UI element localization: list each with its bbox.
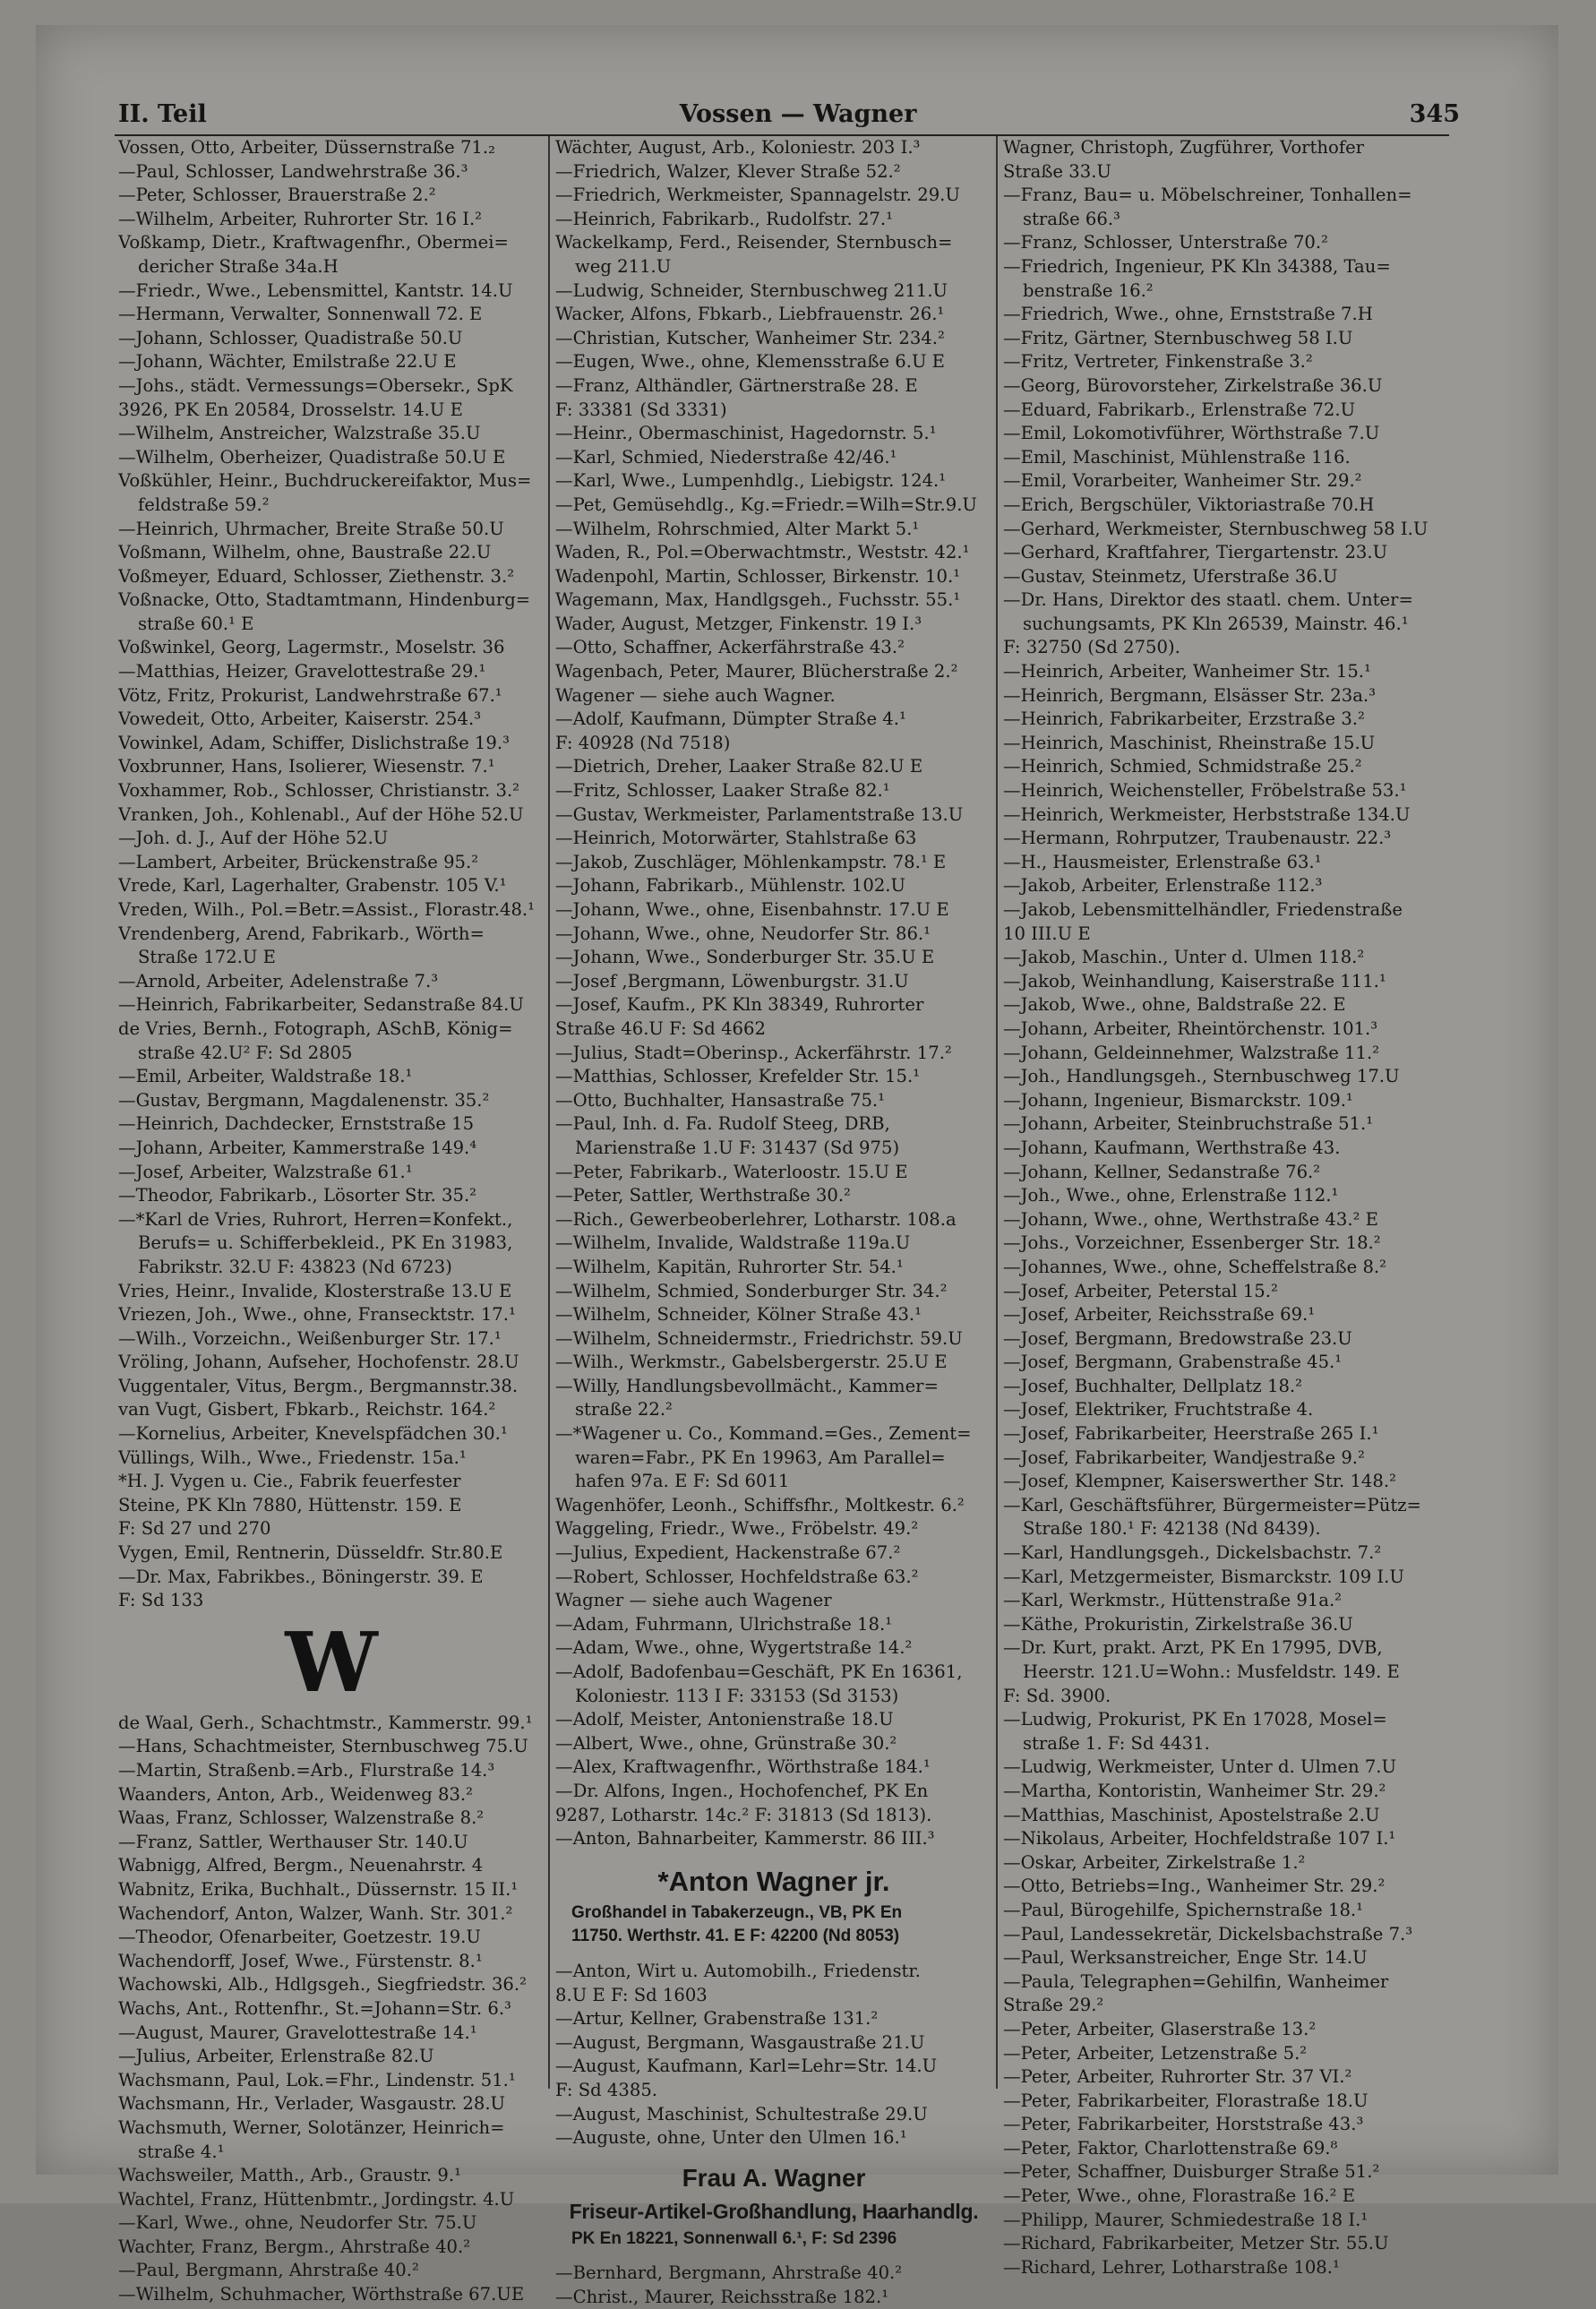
directory-entry-line: —Johann, Ingenieur, Bismarckstr. 109.¹: [1003, 1089, 1353, 1111]
directory-entry-line: —Wilhelm, Kapitän, Ruhrorter Str. 54.¹: [555, 1256, 904, 1277]
directory-entry-line: Vreden, Wilh., Pol.=Betr.=Assist., Florastr.48.¹: [118, 899, 536, 920]
directory-entry-line: —Georg, Bürovorsteher, Zirkelstraße 36.U: [1003, 374, 1383, 396]
directory-entry-line: Voxbrunner, Hans, Isolierer, Wiesenstr. 7.¹: [118, 756, 495, 777]
directory-entry-line: —Josef, Klempner, Kaiserswerther Str. 148.²: [1003, 1471, 1396, 1492]
directory-entry-line: —Johann, Kellner, Sedanstraße 76.²: [1003, 1161, 1321, 1182]
directory-entry-line: —Josef, Bergmann, Grabenstraße 45.¹: [1003, 1352, 1343, 1373]
directory-entry-line: Wachtel, Franz, Hüttenbmtr., Jordingstr. 4.U: [118, 2188, 515, 2210]
directory-entry-line: —Martin, Straßenb.=Arb., Flurstraße 14.³: [118, 1760, 495, 1781]
directory-entry-line: Fabrikstr. 32.U F: 43823 (Nd 6723): [138, 1256, 452, 1277]
directory-entry-line: Wachsweiler, Matth., Arb., Graustr. 9.¹: [118, 2165, 461, 2186]
directory-entry-line: —Eduard, Fabrikarb., Erlenstraße 72.U: [1003, 399, 1356, 420]
entry-list: [118, 136, 545, 1613]
directory-entry-line: —Theodor, Ofenarbeiter, Goetzestr. 19.U: [118, 1927, 481, 1948]
directory-entry-line: —Heinrich, Arbeiter, Wanheimer Str. 15.¹: [1003, 661, 1371, 682]
ad-company-name: Frau A. Wagner: [682, 2163, 866, 2192]
directory-entry-line: Wagenbach, Peter, Maurer, Blücherstraße 2.²: [555, 661, 958, 682]
directory-entry-line: Wachsmann, Hr., Verlader, Wasgaustr. 28.U: [118, 2093, 506, 2115]
directory-entry-line: —Johannes, Wwe., ohne, Scheffelstraße 8.²: [1003, 1256, 1387, 1277]
directory-entry-line: —Johann, Arbeiter, Kammerstraße 149.⁴: [118, 1137, 477, 1158]
directory-entry-line: Wachter, Franz, Bergm., Ahrstraße 40.²: [118, 2236, 471, 2257]
directory-entry-line: —Peter, Arbeiter, Ruhrorter Str. 37 VI.²: [1003, 2066, 1352, 2088]
directory-entry-line: —Paul, Landessekretär, Dickelsbachstraße 7.³: [1003, 1923, 1413, 1944]
directory-entry-line: Wabnigg, Alfred, Bergm., Neuenahrstr. 4: [118, 1855, 484, 1876]
directory-entry-line: Wacker, Alfons, Fbkarb., Liebfrauenstr. 26.¹: [555, 304, 945, 325]
directory-entry-line: —Adolf, Badofenbau=Geschäft, PK En 16361,: [555, 1661, 963, 1682]
directory-entry-line: Wagner — siehe auch Wagener: [555, 1590, 832, 1611]
ad-spacer: [555, 1851, 992, 1862]
directory-entry-line: —Lambert, Arbeiter, Brückenstraße 95.²: [118, 851, 479, 872]
directory-entry-line: Wachendorff, Josef, Wwe., Fürstenstr. 8.¹: [118, 1950, 483, 1971]
directory-entry-line: —Wilh., Werkmstr., Gabelsbergerstr. 25.U E: [555, 1352, 948, 1373]
directory-entry-line: —Emil, Vorarbeiter, Wanheimer Str. 29.²: [1003, 470, 1362, 492]
directory-entry-line: —Karl, Wwe., ohne, Neudorfer Str. 75.U: [118, 2212, 477, 2234]
directory-entry-line: Vröling, Johann, Aufseher, Hochofenstr. 28.U: [118, 1352, 519, 1373]
directory-entry-line: F: Sd. 3900.: [1003, 1685, 1111, 1706]
section-initial-letter: W: [285, 1613, 378, 1711]
entry-list: [555, 136, 992, 1851]
directory-entry-line: —Peter, Schlosser, Brauerstraße 2.²: [118, 185, 436, 206]
directory-entry-line: —Gerhard, Werkmeister, Sternbuschweg 58 I.U: [1003, 518, 1429, 539]
directory-entry-line: —Josef, Elektriker, Fruchtstraße 4.: [1003, 1399, 1314, 1421]
directory-entry-line: de Vries, Bernh., Fotograph, ASchB, König=: [118, 1017, 513, 1039]
directory-entry-line: F: 32750 (Sd 2750).: [1003, 637, 1180, 658]
directory-entry-line: —Martha, Kontoristin, Wanheimer Str. 29.²: [1003, 1780, 1386, 1801]
directory-entry-line: Wadenpohl, Martin, Schlosser, Birkenstr. 10.¹: [555, 565, 961, 587]
directory-entry-line: —Paul, Werksanstreicher, Enge Str. 14.U: [1003, 1947, 1368, 1969]
directory-entry-line: —Peter, Arbeiter, Letzenstraße 5.²: [1003, 2042, 1308, 2064]
directory-entry-line: —August, Maurer, Gravelottestraße 14.¹: [118, 2021, 477, 2043]
entry-list: [1003, 136, 1451, 2279]
directory-entry-line: —Heinrich, Bergmann, Elsässer Str. 23a.³: [1003, 684, 1376, 706]
directory-entry-line: F: Sd 27 und 270: [118, 1518, 271, 1540]
directory-entry-line: —Dr. Alfons, Ingen., Hochofenchef, PK En: [555, 1780, 929, 1801]
directory-entry-line: —Heinrich, Weichensteller, Fröbelstraße 53.¹: [1003, 780, 1407, 802]
directory-entry-line: —Heinrich, Maschinist, Rheinstraße 15.U: [1003, 732, 1376, 753]
directory-entry-line: —Joh., Wwe., ohne, Erlenstraße 112.¹: [1003, 1185, 1339, 1206]
page-range-title: Vossen — Wagner: [679, 100, 917, 128]
directory-column-1: [118, 136, 545, 2307]
directory-entry-line: Wagner, Christoph, Zugführer, Vorthofer: [1003, 137, 1365, 158]
directory-entry-line: Vowinkel, Adam, Schiffer, Dislichstraße 19.³: [118, 732, 510, 753]
directory-entry-line: —Jakob, Arbeiter, Erlenstraße 112.³: [1003, 875, 1323, 897]
directory-entry-line: —Johann, Wächter, Emilstraße 22.U E: [118, 351, 457, 373]
directory-entry-line: —Jakob, Maschin., Unter d. Ulmen 118.²: [1003, 947, 1365, 968]
directory-entry-line: straße 1. F: Sd 4431.: [1023, 1732, 1210, 1754]
directory-entry-line: —Rich., Gewerbeoberlehrer, Lotharstr. 108.a: [555, 1208, 957, 1230]
directory-entry-line: Vowedeit, Otto, Arbeiter, Kaiserstr. 254.³: [118, 708, 482, 730]
directory-entry-line: straße 22.²: [575, 1399, 673, 1421]
directory-entry-line: —Heinrich, Dachdecker, Ernststraße 15: [118, 1113, 475, 1135]
directory-entry-line: —*Karl de Vries, Ruhrort, Herren=Konfekt.,: [118, 1208, 513, 1230]
directory-entry-line: —Franz, Althändler, Gärtnerstraße 28. E: [555, 374, 918, 396]
directory-entry-line: Wachowski, Alb., Hdlgsgeh., Siegfriedstr. 36.²: [118, 1974, 527, 1996]
ad-spacer: [555, 2251, 992, 2262]
directory-entry-line: —Josef, Fabrikarbeiter, Wandjestraße 9.²: [1003, 1446, 1365, 1468]
directory-entry-line: —Johann, Geldeinnehmer, Walzstraße 11.²: [1003, 1042, 1380, 1063]
directory-entry-line: —Wilhelm, Schuhmacher, Wörthstraße 67.UE: [118, 2284, 525, 2305]
directory-entry-line: Wader, August, Metzger, Finkenstr. 19 I.³: [555, 613, 922, 634]
directory-entry-line: straße 66.³: [1023, 208, 1120, 229]
directory-entry-line: —Johann, Arbeiter, Rheintörchenstr. 101.³: [1003, 1017, 1378, 1039]
directory-entry-line: straße 4.¹: [138, 2141, 225, 2162]
directory-entry-line: —Wilh., Vorzeichn., Weißenburger Str. 17.¹: [118, 1327, 502, 1349]
directory-entry-line: —H., Hausmeister, Erlenstraße 63.¹: [1003, 851, 1322, 872]
directory-entry-line: —Christ., Maurer, Reichsstraße 182.¹: [555, 2286, 889, 2307]
directory-entry-line: —Paul, Inh. d. Fa. Rudolf Steeg, DRB,: [555, 1113, 890, 1135]
directory-entry-line: Voßmeyer, Eduard, Schlosser, Ziethenstr. 3.²: [118, 565, 515, 587]
directory-entry-line: —Karl, Handlungsgeh., Dickelsbachstr. 7.²: [1003, 1542, 1382, 1564]
directory-entry-line: —Gustav, Bergmann, Magdalenenstr. 35.²: [118, 1089, 490, 1111]
directory-entry-line: —Heinrich, Uhrmacher, Breite Straße 50.U: [118, 518, 504, 539]
directory-entry-line: Koloniestr. 113 I F: 33153 (Sd 3153): [575, 1685, 899, 1706]
directory-entry-line: Vüllings, Wilh., Wwe., Friedenstr. 15a.¹: [118, 1446, 467, 1468]
directory-entry-line: Wachs, Ant., Rottenfhr., St.=Johann=Str. 6.³: [118, 1997, 511, 2019]
ad-line: Großhandel in Tabakerzeugn., VB, PK En: [571, 1902, 903, 1922]
directory-entry-line: —Richard, Lehrer, Lotharstraße 108.¹: [1003, 2256, 1340, 2278]
ad-line: PK En 18221, Sonnenwall 6.¹, F: Sd 2396: [571, 2228, 897, 2248]
directory-entry-line: straße 42.U² F: Sd 2805: [138, 1042, 353, 1063]
directory-entry-line: Voßmann, Wilhelm, ohne, Baustraße 22.U: [118, 542, 492, 563]
section-label: II. Teil: [118, 100, 207, 128]
directory-entry-line: —Peter, Fabrikarbeiter, Florastraße 18.U: [1003, 2090, 1369, 2111]
directory-entry-line: —Käthe, Prokuristin, Zirkelstraße 36.U: [1003, 1613, 1353, 1635]
directory-entry-line: —Emil, Maschinist, Mühlenstraße 116.: [1003, 446, 1351, 468]
directory-entry-line: —Arnold, Arbeiter, Adelenstraße 7.³: [118, 970, 439, 991]
directory-entry-line: 8.U E F: Sd 1603: [555, 1984, 708, 2005]
directory-entry-line: —Friedrich, Wwe., ohne, Ernststraße 7.H: [1003, 304, 1373, 325]
directory-entry-line: —Otto, Buchhalter, Hansastraße 75.¹: [555, 1089, 886, 1111]
directory-entry-line: Wachsmann, Paul, Lok.=Fhr., Lindenstr. 51.¹: [118, 2069, 516, 2090]
directory-entry-line: —Josef, Arbeiter, Reichsstraße 69.¹: [1003, 1304, 1316, 1326]
directory-entry-line: —Gustav, Steinmetz, Uferstraße 36.U: [1003, 565, 1338, 587]
directory-entry-line: Straße 180.¹ F: 42138 (Nd 8439).: [1023, 1518, 1321, 1540]
directory-entry-line: Voßwinkel, Georg, Lagermstr., Moselstr. 36: [118, 637, 505, 658]
directory-entry-line: —Heinr., Obermaschinist, Hagedornstr. 5.¹: [555, 423, 937, 444]
directory-entry-line: —Auguste, ohne, Unter den Ulmen 16.¹: [555, 2127, 907, 2149]
directory-entry-line: Waden, R., Pol.=Oberwachtmstr., Weststr. 42.¹: [555, 542, 970, 563]
directory-entry-line: —Friedrich, Ingenieur, PK Kln 34388, Tau=: [1003, 255, 1391, 277]
directory-entry-line: —Jakob, Zuschläger, Möhlenkampstr. 78.¹ E: [555, 851, 947, 872]
ad-company-name: *Anton Wagner jr.: [657, 1865, 890, 1897]
directory-entry-line: —Wilhelm, Schneidermstr., Friedrichstr. 59.U: [555, 1327, 963, 1349]
directory-entry-line: Wagener — siehe auch Wagner.: [555, 684, 836, 706]
directory-entry-line: —Richard, Fabrikarbeiter, Metzer Str. 55.U: [1003, 2233, 1389, 2254]
directory-entry-line: Voßkühler, Heinr., Buchdruckereifaktor, Mus=: [118, 470, 532, 492]
directory-entry-line: —Oskar, Arbeiter, Zirkelstraße 1.²: [1003, 1851, 1306, 1873]
directory-entry-line: —Johann, Wwe., Sonderburger Str. 35.U E: [555, 947, 935, 968]
directory-entry-line: —Karl, Werkmstr., Hüttenstraße 91a.²: [1003, 1590, 1343, 1611]
directory-entry-line: —Paul, Bürogehilfe, Spichernstraße 18.¹: [1003, 1899, 1364, 1920]
directory-entry-line: —Karl, Wwe., Lumpenhdlg., Liebigstr. 124.¹: [555, 470, 947, 492]
ad-spacer: [555, 2150, 992, 2161]
directory-entry-line: —Johann, Wwe., ohne, Werthstraße 43.² E: [1003, 1208, 1378, 1230]
directory-entry-line: Vygen, Emil, Rentnerin, Düsseldfr. Str.80.E: [118, 1542, 503, 1564]
directory-entry-line: Voßnacke, Otto, Stadtamtmann, Hindenburg=: [118, 589, 531, 611]
directory-entry-line: —Artur, Kellner, Grabenstraße 131.²: [555, 2008, 879, 2030]
directory-entry-line: —Adolf, Meister, Antonienstraße 18.U: [555, 1709, 894, 1730]
directory-entry-line: —Franz, Sattler, Werthauser Str. 140.U: [118, 1831, 468, 1852]
directory-entry-line: Vrede, Karl, Lagerhalter, Grabenstr. 105 V.¹: [118, 875, 507, 897]
directory-entry-line: —Anton, Bahnarbeiter, Kammerstr. 86 III.³: [555, 1828, 935, 1850]
directory-entry-line: —Hans, Schachtmeister, Sternbuschweg 75.U: [118, 1736, 528, 1757]
directory-entry-line: —Adam, Wwe., ohne, Wygertstraße 14.²: [555, 1637, 913, 1659]
advertisement-anton-wagner: [555, 1862, 992, 1949]
ad-spacer: [555, 1949, 992, 1960]
ad-subtitle: Friseur-Artikel-Großhandlung, Haarhandlg.: [569, 2199, 979, 2223]
directory-entry-line: —Johann, Wwe., ohne, Neudorfer Str. 86.¹: [555, 923, 931, 944]
directory-entry-line: —Franz, Schlosser, Unterstraße 70.²: [1003, 232, 1328, 253]
directory-entry-line: —Hermann, Rohrputzer, Traubenaustr. 22.³: [1003, 828, 1392, 849]
directory-entry-line: —Jakob, Weinhandlung, Kaiserstraße 111.¹: [1003, 970, 1386, 991]
directory-entry-line: —Julius, Arbeiter, Erlenstraße 82.U: [118, 2046, 434, 2067]
directory-entry-line: —Willy, Handlungsbevollmächt., Kammer=: [555, 1375, 939, 1396]
directory-entry-line: —Erich, Bergschüler, Viktoriastraße 70.H: [1003, 494, 1375, 515]
directory-entry-line: Voßkamp, Dietr., Kraftwagenfhr., Obermei=: [118, 232, 509, 253]
directory-entry-line: Vötz, Fritz, Prokurist, Landwehrstraße 67.¹: [118, 684, 502, 706]
directory-entry-line: —Kornelius, Arbeiter, Knevelspfädchen 30.¹: [118, 1423, 508, 1445]
directory-entry-line: —Eugen, Wwe., ohne, Klemensstraße 6.U E: [555, 351, 945, 373]
ad-line: 11750. Werthstr. 41. E F: 42200 (Nd 8053): [571, 1927, 900, 1946]
directory-entry-line: —Dr. Max, Fabrikbes., Böningerstr. 39. E: [118, 1566, 484, 1587]
directory-entry-line: —Paula, Telegraphen=Gehilfin, Wanheimer: [1003, 1970, 1389, 1992]
directory-entry-line: F: 33381 (Sd 3331): [555, 399, 727, 420]
directory-entry-line: —Dr. Hans, Direktor des staatl. chem. Unter=: [1003, 589, 1413, 611]
directory-entry-line: —Karl, Schmied, Niederstraße 42/46.¹: [555, 446, 897, 468]
directory-entry-line: Straße 46.U F: Sd 4662: [555, 1017, 766, 1039]
directory-entry-line: Wachsmuth, Werner, Solotänzer, Heinrich=: [118, 2116, 505, 2138]
directory-entry-line: —Wilhelm, Rohrschmied, Alter Markt 5.¹: [555, 518, 920, 539]
directory-entry-line: —Josef, Bergmann, Bredowstraße 23.U: [1003, 1327, 1352, 1349]
directory-entry-line: Vriezen, Joh., Wwe., ohne, Fransecktstr. 17.¹: [118, 1304, 516, 1326]
directory-entry-line: Straße 29.²: [1003, 1995, 1104, 2016]
directory-entry-line: —Christian, Kutscher, Wanheimer Str. 234.²: [555, 327, 945, 348]
directory-entry-line: —Josef ,Bergmann, Löwenburgstr. 31.U: [555, 970, 909, 991]
directory-entry-line: —Emil, Arbeiter, Waldstraße 18.¹: [118, 1066, 413, 1087]
directory-entry-line: —Anton, Wirt u. Automobilh., Friedenstr.: [555, 1960, 921, 1981]
directory-entry-line: Wachendorf, Anton, Walzer, Wanh. Str. 301.²: [118, 1902, 513, 1924]
directory-entry-line: —Julius, Expedient, Hackenstraße 67.²: [555, 1542, 901, 1564]
directory-entry-line: Wabnitz, Erika, Buchhalt., Düssernstr. 15 II.¹: [118, 1878, 519, 1900]
directory-entry-line: Vossen, Otto, Arbeiter, Düssernstraße 71.₂: [118, 137, 495, 158]
directory-entry-line: Waanders, Anton, Arb., Weidenweg 83.²: [118, 1783, 474, 1805]
directory-entry-line: —Gerhard, Kraftfahrer, Tiergartenstr. 23.U: [1003, 542, 1388, 563]
directory-entry-line: —Heinrich, Fabrikarbeiter, Erzstraße 3.²: [1003, 708, 1365, 730]
directory-entry-line: —Wilhelm, Schneider, Kölner Straße 43.¹: [555, 1304, 922, 1326]
directory-entry-line: dericher Straße 34a.H: [138, 255, 339, 277]
directory-entry-line: F: Sd 133: [118, 1590, 204, 1611]
directory-entry-line: —Josef, Fabrikarbeiter, Heerstraße 265 I.¹: [1003, 1423, 1379, 1445]
directory-entry-line: —Johs., Vorzeichner, Essenberger Str. 18.²: [1003, 1232, 1381, 1254]
directory-entry-line: —Wilhelm, Invalide, Waldstraße 119a.U: [555, 1232, 911, 1254]
directory-entry-line: —Ludwig, Werkmeister, Unter d. Ulmen 7.U: [1003, 1756, 1397, 1778]
entry-list: [555, 1960, 992, 2150]
directory-entry-line: —August, Maschinist, Schultestraße 29.U: [555, 2103, 928, 2124]
directory-entry-line: —Adam, Fuhrmann, Ulrichstraße 18.¹: [555, 1613, 893, 1635]
directory-entry-line: —Peter, Fabrikarbeiter, Horststraße 43.³: [1003, 2114, 1364, 2135]
column-divider: [996, 136, 998, 2089]
directory-entry-line: F: Sd 4385.: [555, 2079, 658, 2100]
directory-entry-line: straße 60.¹ E: [138, 613, 254, 634]
directory-entry-line: —Nikolaus, Arbeiter, Hochfeldstraße 107 I.¹: [1003, 1828, 1396, 1850]
column-divider: [548, 136, 550, 2089]
directory-entry-line: —Heinrich, Schmied, Schmidstraße 25.²: [1003, 756, 1362, 777]
directory-entry-line: —August, Kaufmann, Karl=Lehr=Str. 14.U: [555, 2056, 938, 2077]
directory-entry-line: —Robert, Schlosser, Hochfeldstraße 63.²: [555, 1566, 919, 1587]
directory-entry-line: F: 40928 (Nd 7518): [555, 732, 731, 753]
directory-entry-line: —Josef, Buchhalter, Dellplatz 18.²: [1003, 1375, 1302, 1396]
directory-column-2: [555, 136, 992, 2309]
directory-entry-line: —Wilhelm, Schmied, Sonderburger Str. 34.²: [555, 1280, 948, 1301]
directory-entry-line: —Johann, Fabrikarb., Mühlenstr. 102.U: [555, 875, 906, 897]
directory-entry-line: —Johann, Wwe., ohne, Eisenbahnstr. 17.U E: [555, 899, 949, 920]
directory-entry-line: —Paul, Schlosser, Landwehrstraße 36.³: [118, 160, 468, 182]
directory-entry-line: —Joh. d. J., Auf der Höhe 52.U: [118, 828, 389, 849]
directory-column-3: [1003, 136, 1451, 2279]
directory-entry-line: Waggeling, Friedr., Wwe., Fröbelstr. 49.²: [555, 1518, 919, 1540]
directory-entry-line: —Adolf, Kaufmann, Dümpter Straße 4.¹: [555, 708, 906, 730]
directory-entry-line: —Peter, Wwe., ohne, Florastraße 16.² E: [1003, 2185, 1356, 2207]
directory-entry-line: Vrendenberg, Arend, Fabrikarb., Wörth=: [118, 923, 485, 944]
directory-entry-line: —Josef, Arbeiter, Peterstal 15.²: [1003, 1280, 1278, 1301]
directory-entry-line: Heerstr. 121.U=Wohn.: Musfeldstr. 149. E: [1023, 1661, 1400, 1682]
directory-entry-line: Vranken, Joh., Kohlenabl., Auf der Höhe 52.U: [118, 803, 524, 825]
directory-entry-line: —Theodor, Fabrikarb., Lösorter Str. 35.²: [118, 1185, 477, 1206]
directory-entry-line: feldstraße 59.²: [138, 494, 270, 515]
directory-entry-line: Straße 33.U: [1003, 160, 1111, 182]
directory-entry-line: —Peter, Schaffner, Duisburger Straße 51.²: [1003, 2161, 1380, 2183]
directory-entry-line: —Bernhard, Bergmann, Ahrstraße 40.²: [555, 2262, 903, 2284]
directory-entry-line: —*Wagener u. Co., Kommand.=Ges., Zement=: [555, 1423, 972, 1445]
entry-list: [118, 1712, 545, 2307]
directory-entry-line: —Otto, Betriebs=Ing., Wanheimer Str. 29.²: [1003, 1876, 1386, 1897]
directory-entry-line: —Alex, Kraftwagenfhr., Wörthstraße 184.¹: [555, 1756, 931, 1778]
directory-entry-line: —Fritz, Gärtner, Sternbuschweg 58 I.U: [1003, 327, 1353, 348]
directory-entry-line: —Pet, Gemüsehdlg., Kg.=Friedr.=Wilh=Str.9.U: [555, 494, 977, 515]
directory-entry-line: benstraße 16.²: [1023, 279, 1154, 301]
directory-entry-line: Straße 172.U E: [138, 947, 276, 968]
directory-entry-line: —Wilhelm, Oberheizer, Quadistraße 50.U E: [118, 446, 506, 468]
directory-entry-line: *H. J. Vygen u. Cie., Fabrik feuerfester: [118, 1471, 461, 1492]
directory-entry-line: —Julius, Stadt=Oberinsp., Ackerfährstr. 17.²: [555, 1042, 952, 1063]
directory-entry-line: —Matthias, Schlosser, Krefelder Str. 15.¹: [555, 1066, 921, 1087]
entry-list: [555, 2262, 992, 2309]
directory-entry-line: —Wilhelm, Anstreicher, Walzstraße 35.U: [118, 423, 481, 444]
directory-entry-line: —Philipp, Maurer, Schmiedestraße 18 I.¹: [1003, 2209, 1369, 2230]
directory-entry-line: Wächter, August, Arb., Koloniestr. 203 I.³: [555, 137, 921, 158]
directory-entry-line: —Fritz, Schlosser, Laaker Straße 82.¹: [555, 780, 890, 802]
directory-entry-line: —Heinrich, Werkmeister, Herbststraße 134.U: [1003, 803, 1411, 825]
directory-entry-line: —Peter, Arbeiter, Glaserstraße 13.²: [1003, 2018, 1317, 2039]
directory-entry-line: —Fritz, Vertreter, Finkenstraße 3.²: [1003, 351, 1313, 373]
directory-entry-line: —Otto, Schaffner, Ackerfährstraße 43.²: [555, 637, 905, 658]
directory-entry-line: de Waal, Gerh., Schachtmstr., Kammerstr. 99.¹: [118, 1712, 533, 1733]
directory-entry-line: Voxhammer, Rob., Schlosser, Christianstr. 3.²: [118, 780, 520, 802]
directory-entry-line: —Friedr., Wwe., Lebensmittel, Kantstr. 14.U: [118, 279, 513, 301]
directory-entry-line: 10 III.U E: [1003, 923, 1091, 944]
directory-entry-line: —Johs., städt. Vermessungs=Obersekr., SpK: [118, 374, 513, 396]
directory-entry-line: —Matthias, Maschinist, Apostelstraße 2.U: [1003, 1804, 1380, 1825]
directory-entry-line: —Jakob, Lebensmittelhändler, Friedenstraße: [1003, 899, 1403, 920]
directory-entry-line: Wagenhöfer, Leonh., Schiffsfhr., Moltkestr. 6.²: [555, 1494, 965, 1515]
directory-entry-line: —Karl, Geschäftsführer, Bürgermeister=Pütz=: [1003, 1494, 1421, 1515]
directory-entry-line: —Peter, Fabrikarb., Waterloostr. 15.U E: [555, 1161, 908, 1182]
directory-entry-line: —Peter, Faktor, Charlottenstraße 69.⁸: [1003, 2137, 1338, 2159]
directory-entry-line: Vries, Heinr., Invalide, Klosterstraße 13.U E: [118, 1280, 512, 1301]
directory-entry-line: —Albert, Wwe., ohne, Grünstraße 30.²: [555, 1732, 897, 1754]
directory-entry-line: waren=Fabr., PK En 19963, Am Parallel=: [575, 1446, 946, 1468]
directory-entry-line: Waas, Franz, Schlosser, Walzenstraße 8.²: [118, 1807, 485, 1829]
directory-entry-line: van Vugt, Gisbert, Fbkarb., Reichstr. 164.²: [118, 1399, 496, 1421]
directory-entry-line: —Josef, Arbeiter, Walzstraße 61.¹: [118, 1161, 413, 1182]
directory-entry-line: —Heinrich, Fabrikarbeiter, Sedanstraße 84.U: [118, 994, 524, 1016]
directory-entry-line: Wackelkamp, Ferd., Reisender, Sternbusch=: [555, 232, 953, 253]
directory-entry-line: weg 211.U: [575, 255, 672, 277]
directory-entry-line: —Gustav, Werkmeister, Parlamentstraße 13.U: [555, 803, 964, 825]
directory-entry-line: —Dr. Kurt, prakt. Arzt, PK En 17995, DVB,: [1003, 1637, 1383, 1659]
directory-entry-line: —Peter, Sattler, Werthstraße 30.²: [555, 1185, 851, 1206]
directory-entry-line: hafen 97a. E F: Sd 6011: [575, 1471, 790, 1492]
directory-entry-line: —Franz, Bau= u. Möbelschreiner, Tonhallen=: [1003, 185, 1412, 206]
directory-entry-line: —Johann, Kaufmann, Werthstraße 43.: [1003, 1137, 1341, 1158]
directory-entry-line: —Matthias, Heizer, Gravelottestraße 29.¹: [118, 661, 486, 682]
directory-entry-line: —Johann, Schlosser, Quadistraße 50.U: [118, 327, 463, 348]
directory-entry-line: Vuggentaler, Vitus, Bergm., Bergmannstr.38.: [118, 1375, 519, 1396]
directory-entry-line: Marienstraße 1.U F: 31437 (Sd 975): [575, 1137, 900, 1158]
directory-entry-line: —Johann, Arbeiter, Steinbruchstraße 51.¹: [1003, 1113, 1374, 1135]
directory-entry-line: suchungsamts, PK Kln 26539, Mainstr. 46.¹: [1023, 613, 1409, 634]
directory-entry-line: —Ludwig, Schneider, Sternbuschweg 211.U: [555, 279, 948, 301]
directory-entry-line: —Heinrich, Motorwärter, Stahlstraße 63: [555, 828, 917, 849]
directory-entry-line: —Hermann, Verwalter, Sonnenwall 72. E: [118, 304, 483, 325]
directory-entry-line: —Joh., Handlungsgeh., Sternbuschweg 17.U: [1003, 1066, 1400, 1087]
advertisement-frau-wagner: [555, 2161, 992, 2252]
directory-entry-line: Berufs= u. Schifferbekleid., PK En 31983,: [138, 1232, 513, 1254]
directory-entry-line: —Heinrich, Fabrikarb., Rudolfstr. 27.¹: [555, 208, 893, 229]
directory-entry-line: —Wilhelm, Arbeiter, Ruhrorter Str. 16 I.²: [118, 208, 483, 229]
directory-entry-line: —Dietrich, Dreher, Laaker Straße 82.U E: [555, 756, 923, 777]
directory-entry-line: —Emil, Lokomotivführer, Wörthstraße 7.U: [1003, 423, 1380, 444]
directory-entry-line: —Karl, Metzgermeister, Bismarckstr. 109 I.U: [1003, 1566, 1404, 1587]
directory-entry-line: 9287, Lotharstr. 14c.² F: 31813 (Sd 1813).: [555, 1804, 932, 1825]
page-number: 345: [1409, 100, 1460, 128]
directory-entry-line: Steine, PK Kln 7880, Hüttenstr. 159. E: [118, 1494, 462, 1515]
directory-entry-line: —Friedrich, Werkmeister, Spannagelstr. 29.U: [555, 185, 960, 206]
directory-entry-line: —Friedrich, Walzer, Klever Straße 52.²: [555, 160, 901, 182]
directory-entry-line: —August, Bergmann, Wasgaustraße 21.U: [555, 2031, 925, 2053]
directory-entry-line: —Jakob, Wwe., ohne, Baldstraße 22. E: [1003, 994, 1346, 1016]
directory-entry-line: 3926, PK En 20584, Drosselstr. 14.U E: [118, 399, 463, 420]
directory-entry-line: —Josef, Kaufm., PK Kln 38349, Ruhrorter: [555, 994, 924, 1016]
directory-entry-line: Wagemann, Max, Handlgsgeh., Fuchsstr. 55.¹: [555, 589, 961, 611]
directory-entry-line: —Ludwig, Prokurist, PK En 17028, Mosel=: [1003, 1709, 1387, 1730]
directory-entry-line: —Paul, Bergmann, Ahrstraße 40.²: [118, 2260, 419, 2281]
